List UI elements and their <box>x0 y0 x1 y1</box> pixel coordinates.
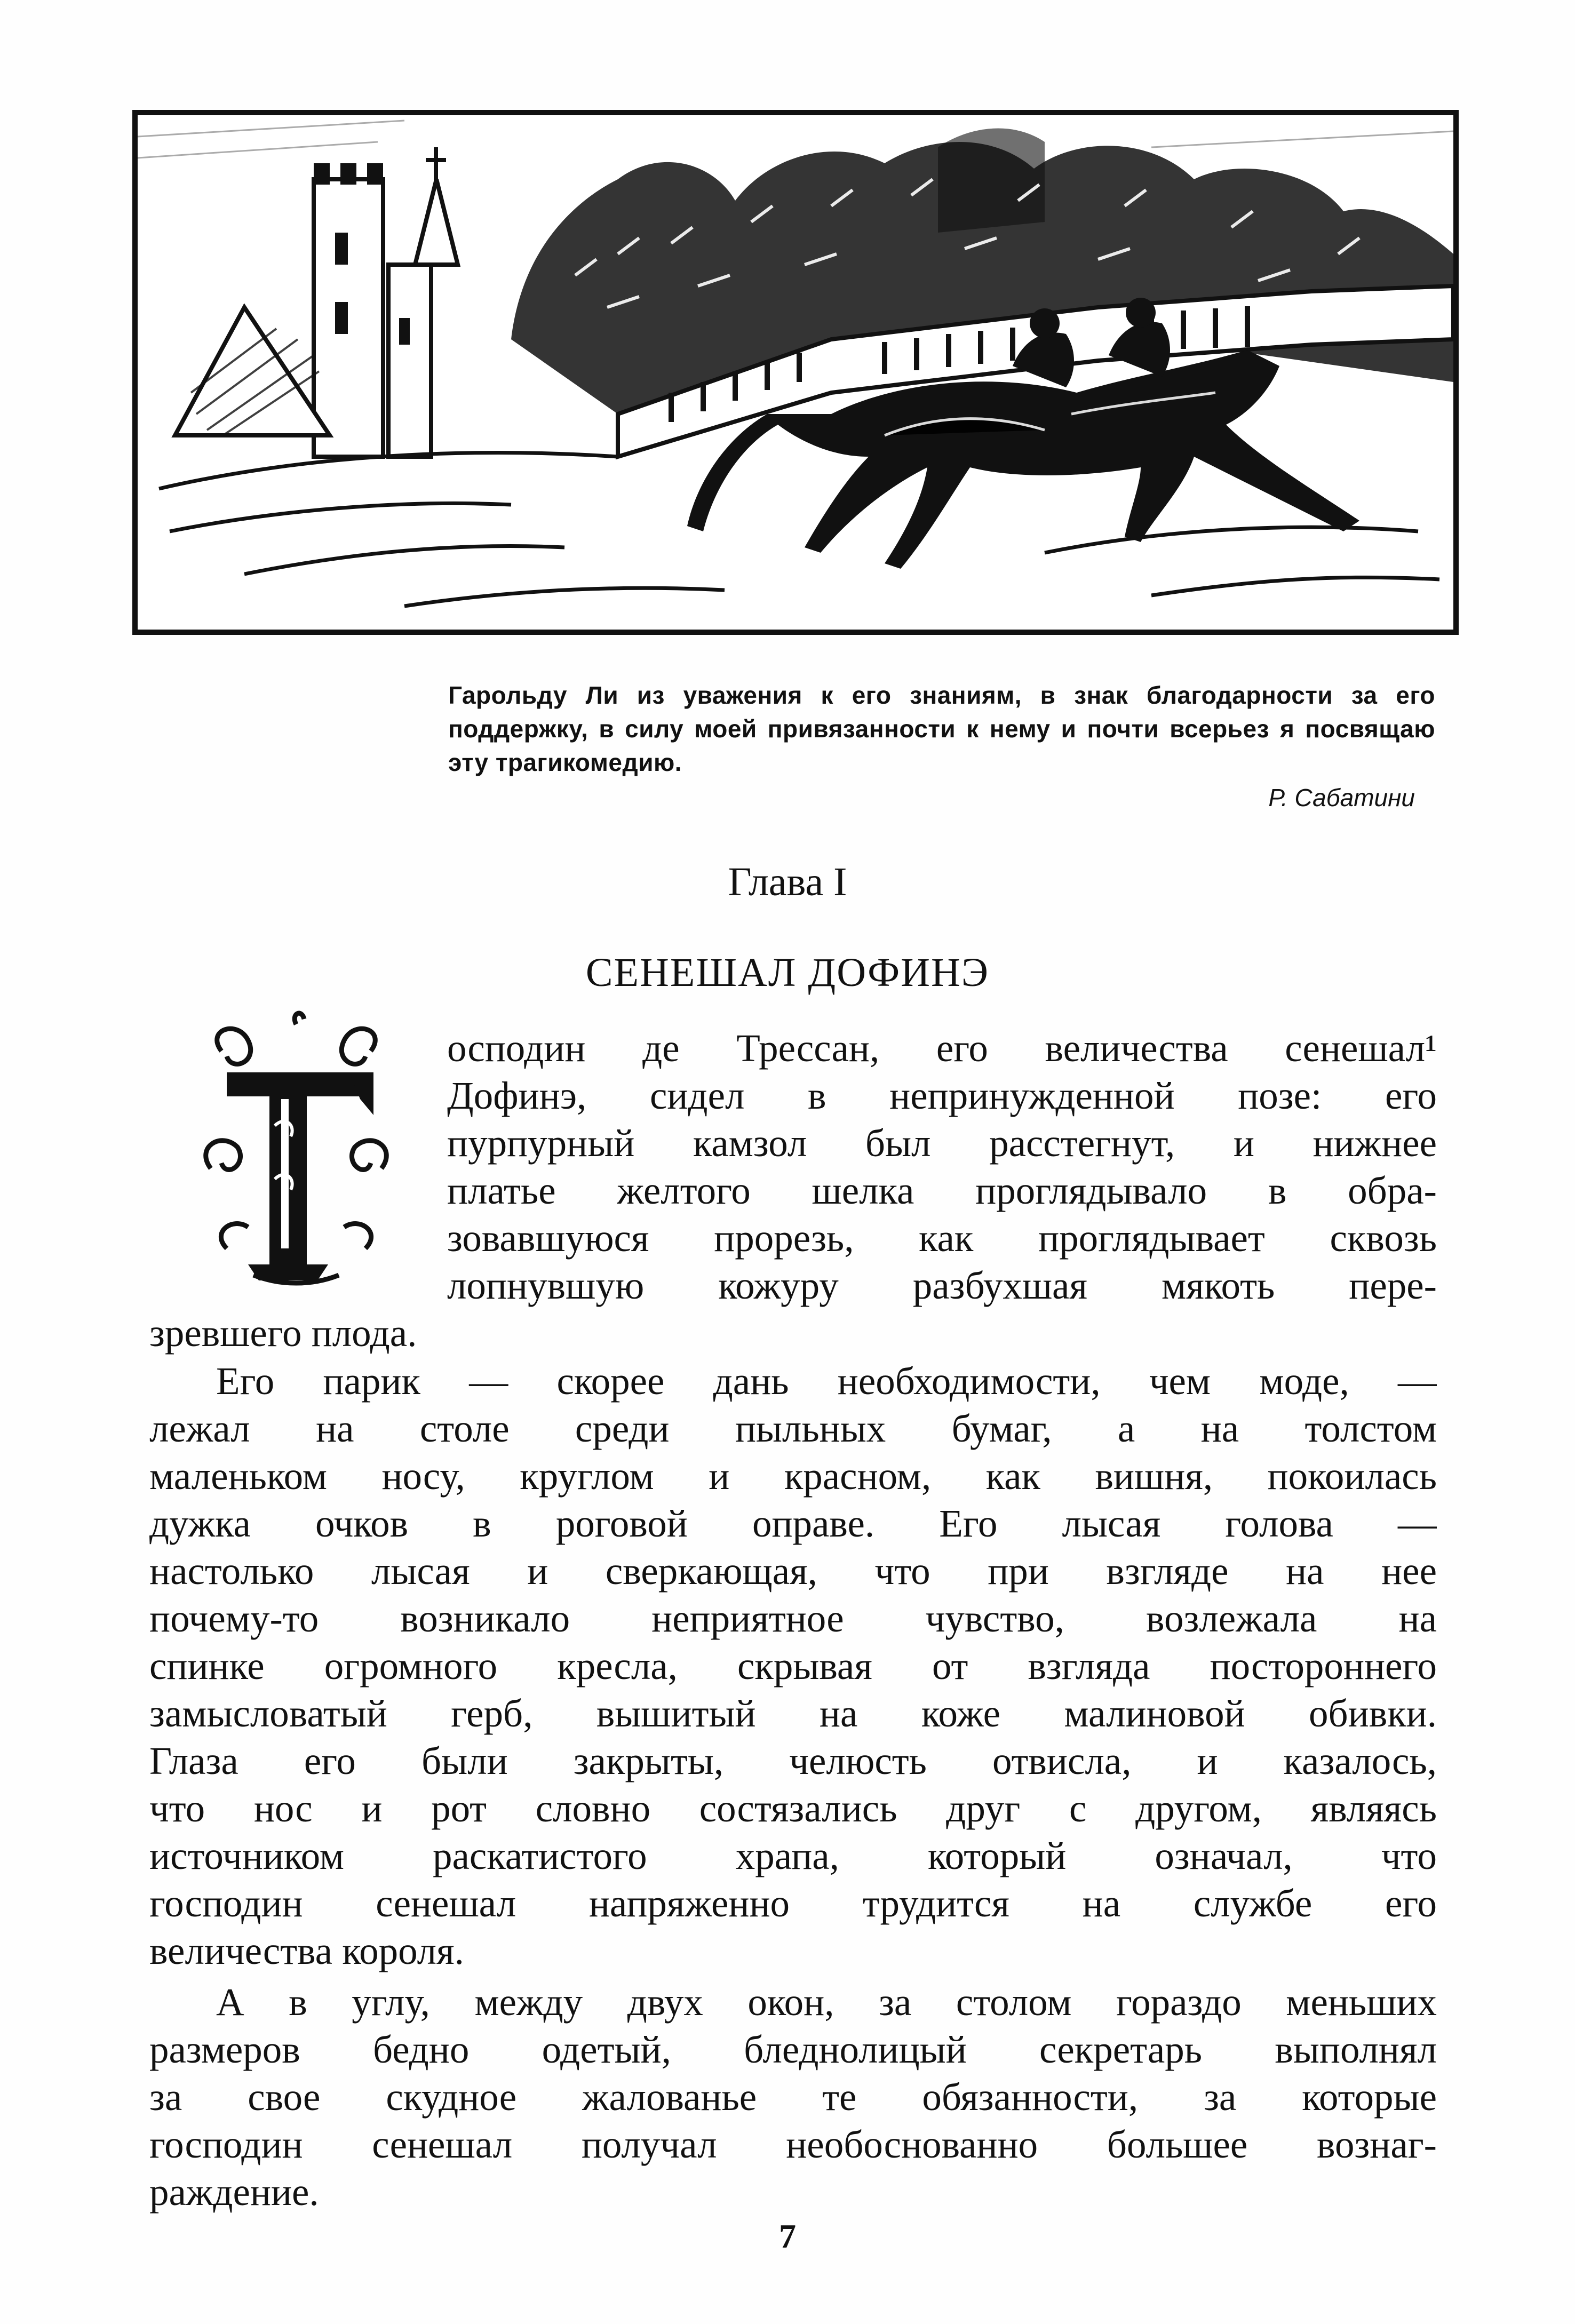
text-line: пурпурный камзол был расстегнут, и нижнее <box>447 1121 1437 1165</box>
text-line: господин сенешал напряженно трудится на службе его <box>149 1882 1437 1925</box>
text-line: маленьком носу, круглом и красном, как вишня, покоилась <box>149 1454 1437 1498</box>
text-line: величества короля. <box>149 1929 464 1972</box>
page-number: 7 <box>779 2217 796 2255</box>
text-line: спинке огромного кресла, скрывая от взгляда постороннего <box>149 1644 1437 1688</box>
text-line: источником раскатистого храпа, который означал, что <box>149 1834 1437 1877</box>
header-illustration <box>132 110 1459 635</box>
text-line: настолько лысая и сверкающая, что при взгляде на нее <box>149 1549 1437 1593</box>
text-line: что нос и рот словно состязались друг с другом, являясь <box>149 1787 1437 1830</box>
paragraph-1-tail <box>149 1309 1437 1357</box>
dropcap-ornament <box>189 1008 403 1291</box>
dedication-author: Р. Сабатини <box>1268 784 1415 811</box>
text-line: платье желтого шелка проглядывало в обра- <box>447 1169 1437 1212</box>
text-line: замысловатый герб, вышитый на коже малиновой обивки. <box>149 1692 1437 1735</box>
chapter-title: СЕНЕШАЛ ДОФИНЭ <box>585 950 990 995</box>
text-line: Дофинэ, сидел в непринужденной позе: его <box>447 1074 1437 1117</box>
paragraph-1-dropcap-lines <box>447 1024 1437 1309</box>
text-line: господин сенешал получал необоснованно большее вознаг- <box>149 2123 1437 2166</box>
text-line: лежал на столе среди пыльных бумаг, а на толстом <box>149 1407 1437 1450</box>
text-line: осподин де Трессан, его величества сенешал¹ <box>447 1026 1437 1070</box>
text-line: зревшего плода. <box>149 1311 417 1355</box>
text-line: Его парик — скорее дань необходимости, чем моде, — <box>216 1359 1437 1403</box>
text-line: раждение. <box>149 2170 319 2214</box>
dedication-text: Гарольду Ли из уважения к его знаниям, в знак благодарности за его поддержку, в силу моей привязанности к нему и почти всерьез я посвящаю эту трагикомедию. <box>448 681 1435 776</box>
text-line: зовавшуюся прорезь, как проглядывает сквозь <box>447 1216 1437 1260</box>
text-line: дужка очков в роговой оправе. Его лысая голова — <box>149 1502 1437 1545</box>
text-line: размеров бедно одетый, бледнолицый секретарь выполнял <box>149 2028 1437 2071</box>
text-line: за свое скудное жалованье те обязанности, за которые <box>149 2075 1437 2119</box>
text-line: А в углу, между двух окон, за столом гораздо меньших <box>216 1980 1437 2024</box>
paragraph-3 <box>149 1978 1437 2216</box>
text-line: Глаза его были закрыты, челюсть отвисла, и казалось, <box>149 1739 1437 1782</box>
text-line: лопнувшую кожуру разбухшая мякоть пере- <box>447 1264 1437 1307</box>
chapter-number: Глава I <box>728 859 847 904</box>
paragraph-2 <box>149 1357 1437 1975</box>
ornamental-letter-image <box>189 1008 403 1291</box>
text-line: почему-то возникало неприятное чувство, возлежала на <box>149 1597 1437 1640</box>
woodcut-scene-image <box>138 115 1453 630</box>
